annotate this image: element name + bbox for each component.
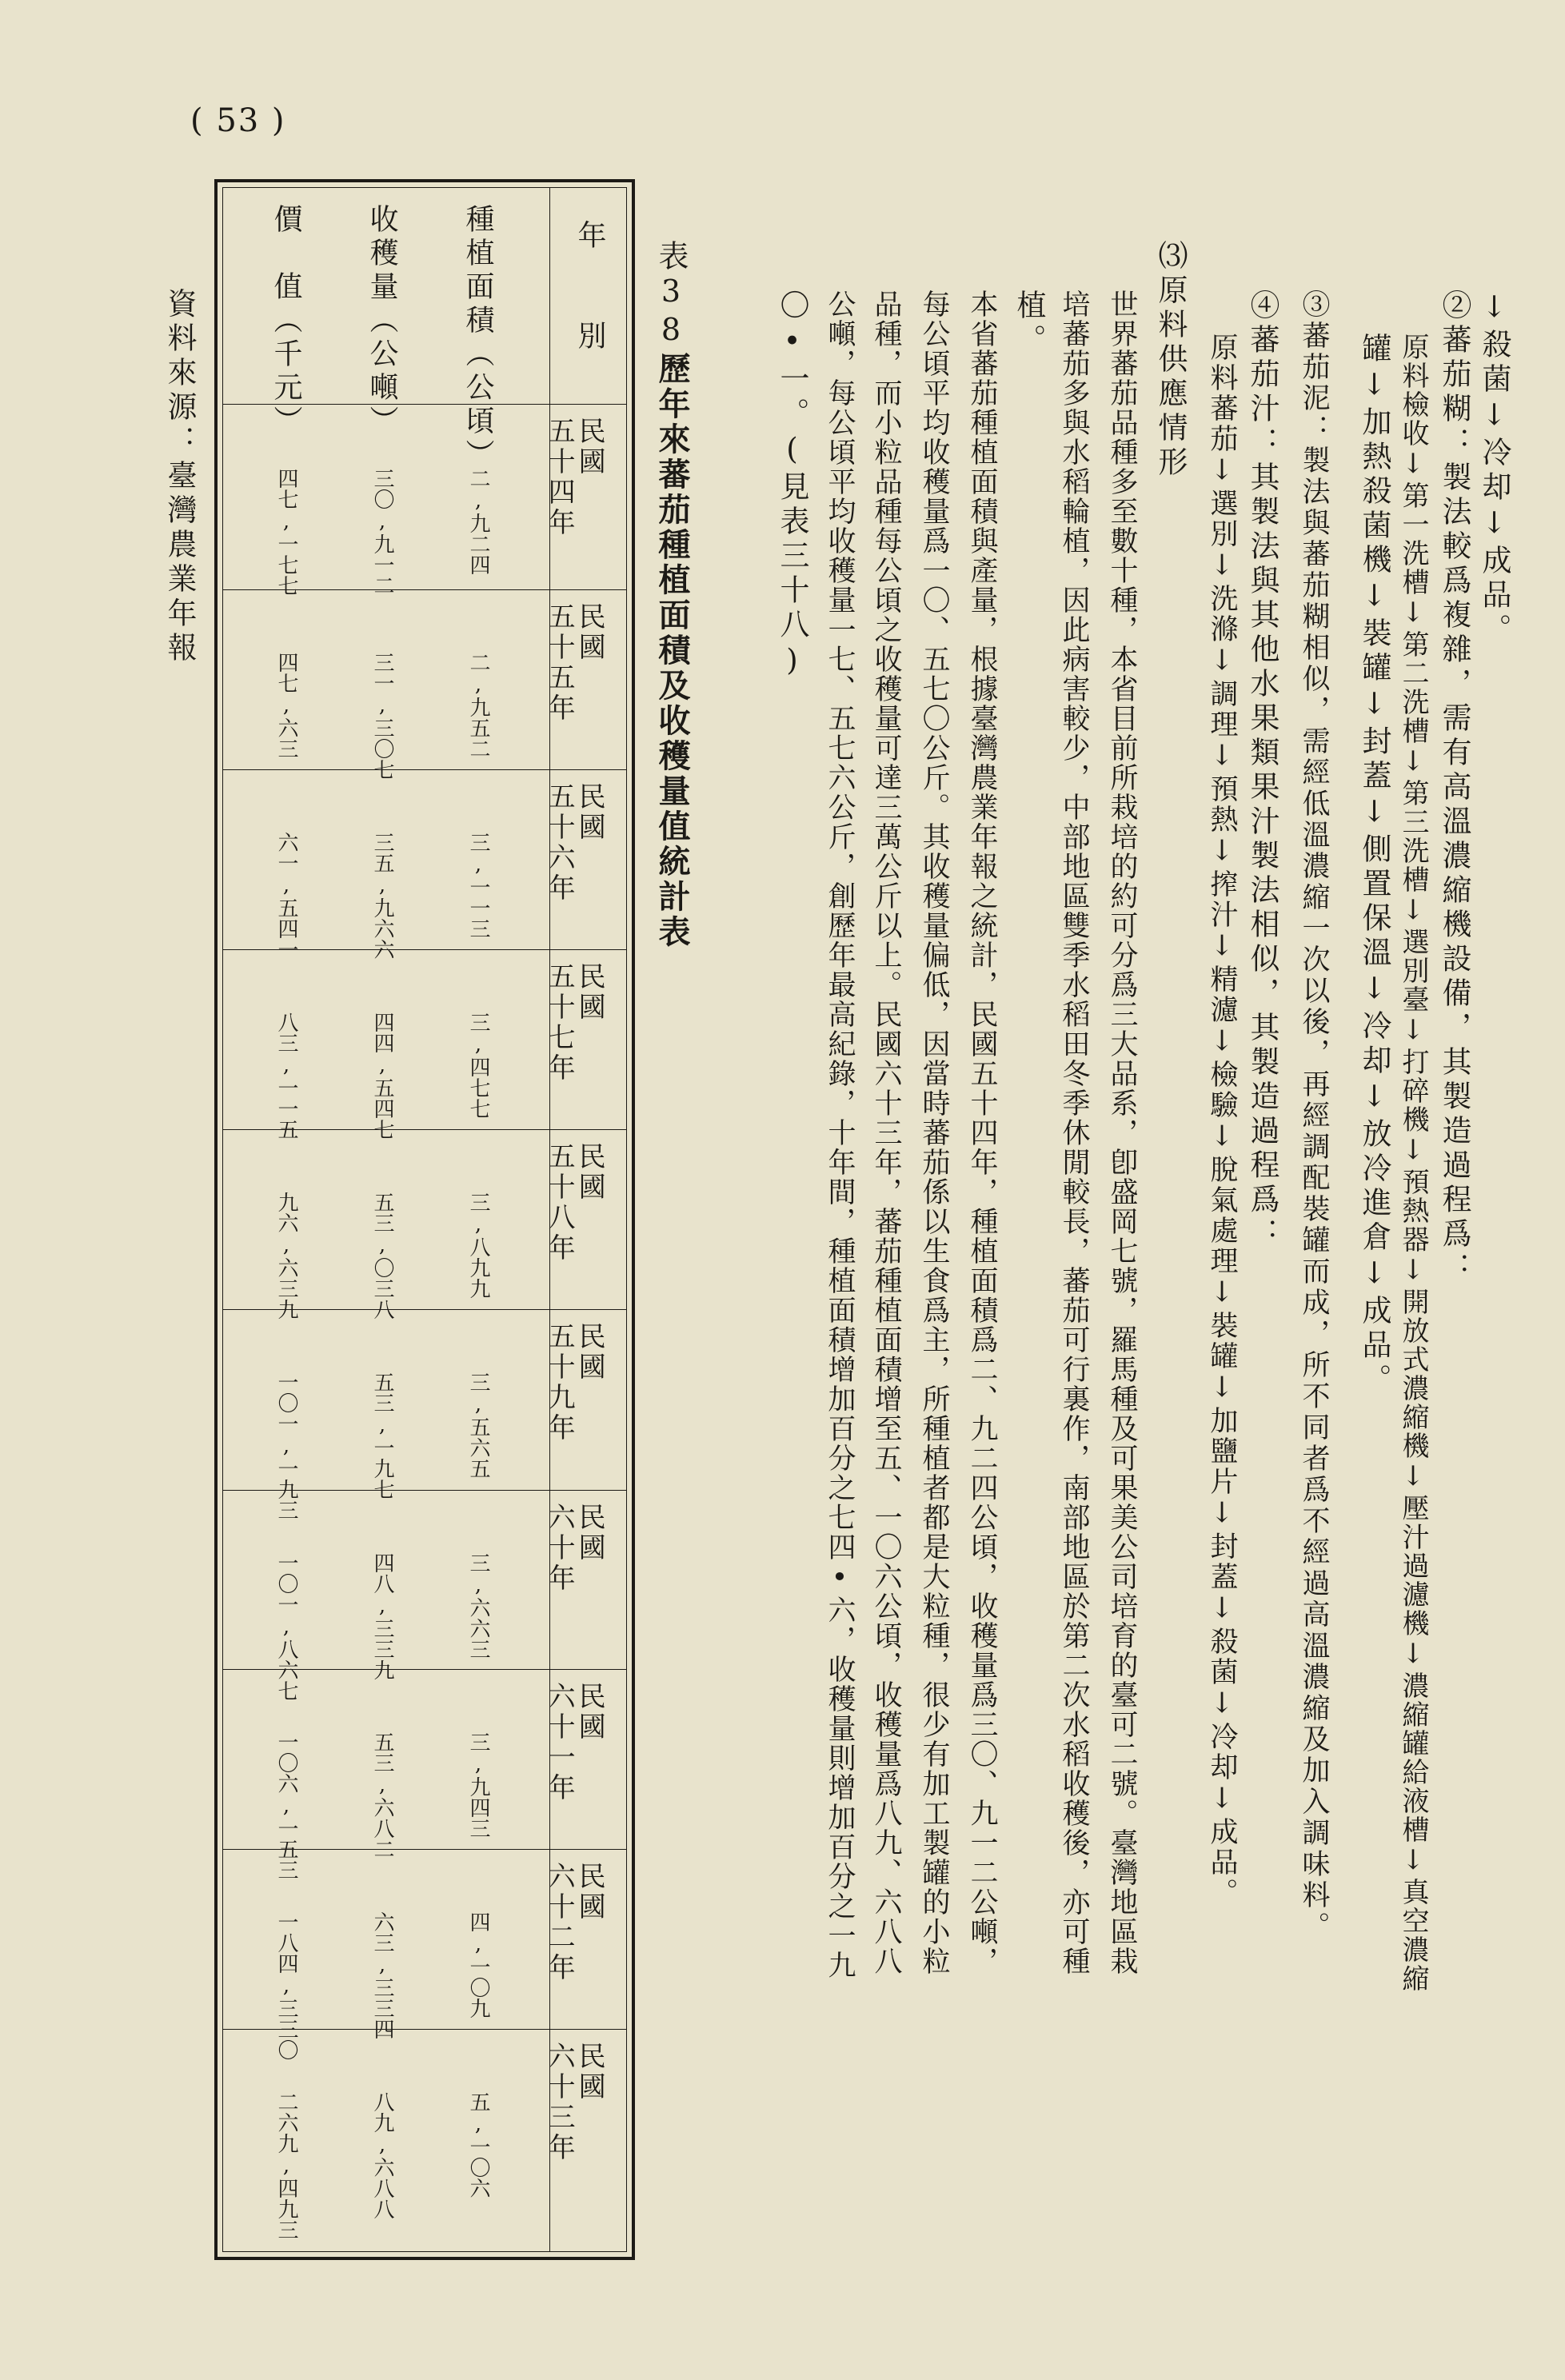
harvest-value: 五三,〇三八 [370, 1192, 394, 1320]
value-value: 八三,一一五 [274, 1012, 298, 1140]
harvest-value: 三五,九六六 [370, 832, 394, 960]
year-cell: 五十六年 [543, 782, 576, 904]
text-column: 世界蕃茄品種多至數十種，本省目前所栽培的約可分爲三大品系，卽盛岡七號，羅馬種及可果美公司培育的臺可二號。臺灣地區栽 [1106, 290, 1138, 1976]
text-column: 公噸，每公頃平均收穫量一七、五七六公斤，創歷年最高紀錄，十年間，種植面積增加百分之七四•六，收穫量則增加百分之一九 [824, 290, 856, 1980]
year-cell: 民國 [573, 1142, 606, 1203]
section-heading: ⑶原料供應情形 [1153, 240, 1188, 481]
page-number: ( 53 ) [190, 102, 286, 139]
value-value: 二六九,四九三 [274, 2091, 298, 2240]
value-value: 九六,六三九 [274, 1192, 298, 1320]
text-column: ②蕃茄糊：製法較爲複雜，需有高溫濃縮機設備，其製造過程爲： [1437, 290, 1471, 1287]
area-value: 三,九四三 [466, 1731, 490, 1839]
text-column: 原料蕃茄↓選別↓洗滌↓調理↓預熱↓搾汁↓精濾↓檢驗↓脫氣處理↓裝罐↓加鹽片↓封蓋↓殺菌↓冷却↓成品。 [1206, 333, 1238, 1908]
text-column: 培蕃茄多與水稻輪植，因此病害較少，中部地區雙季水稻田冬季休閒較長，蕃茄可行裏作，南部地區於第二次水稻收穫後，亦可種 [1058, 290, 1090, 1976]
text-column: 原料檢收↓第一洗槽↓第二洗槽↓第三洗槽↓選別臺↓打碎機↓預熱器↓開放式濃縮機↓壓汁過濾機↓濃縮罐給液槽↓真空濃縮 [1397, 333, 1429, 1993]
year-cell: 民國 [573, 417, 606, 477]
harvest-value: 六三,三三四 [370, 1911, 394, 2039]
row-divider [223, 769, 626, 770]
year-cell: 六十二年 [543, 1862, 576, 1983]
text-column: 每公頃平均收穫量爲一〇、五七〇公斤。其收穫量偏低，因當時蕃茄係以生食爲主，所種植者都是大粒種，很少有加工製罐的小粒 [918, 290, 950, 1976]
text-column: ↓殺菌↓冷却↓成品。 [1477, 290, 1511, 648]
statistics-table [214, 179, 635, 2260]
area-value: 四,一〇九 [466, 1911, 490, 2019]
value-value: 一〇一,一九三 [274, 1372, 298, 1520]
year-header: 年 別 [573, 220, 606, 354]
area-value: 二,九五二 [466, 652, 490, 759]
value-value: 一〇一,八六七 [274, 1552, 298, 1701]
year-cell: 民國 [573, 2042, 606, 2102]
text-column: ③蕃茄泥：製法與蕃茄糊相似，需經低溫濃縮一次以後，再經調配裝罐而成，所不同者爲不經過高溫濃縮及加入調味料。 [1298, 290, 1330, 1943]
harvest-value: 八九,六八八 [370, 2091, 394, 2219]
area-value: 三,五六五 [466, 1372, 490, 1479]
table-title: 歷年來蕃茄種植面積及收穫量值統計表 [653, 352, 691, 950]
text-column: ④蕃茄汁：其製法與其他水果類果汁製法相似，其製造過程爲： [1245, 290, 1280, 1252]
text-column: 植。 [1012, 290, 1046, 358]
year-cell: 民國 [573, 602, 606, 663]
area-value: 三,四七七 [466, 1012, 490, 1119]
text-column: 本省蕃茄種植面積與產量，根據臺灣農業年報之統計，民國五十四年，種植面積爲二、九二四公頃，收穫量爲三〇、九一二公噸， [966, 290, 998, 1976]
row-label-area: 種植面積（公頃） [461, 204, 494, 473]
area-value: 三,八九九 [466, 1192, 490, 1299]
table-label: 表38 [653, 240, 689, 350]
row-label-value: 價 值（千元） [269, 204, 302, 439]
value-value: 一〇六,一五三 [274, 1731, 298, 1880]
year-cell: 六十一年 [543, 1682, 576, 1803]
value-value: 四七,六三 [274, 652, 298, 759]
area-value: 三,六六三 [466, 1552, 490, 1659]
year-cell: 民國 [573, 782, 606, 843]
harvest-value: 五三,六八二 [370, 1731, 394, 1859]
area-value: 五,一〇六 [466, 2091, 490, 2198]
harvest-value: 三一,三〇七 [370, 652, 394, 780]
year-cell: 民國 [573, 1862, 606, 1923]
year-cell: 民國 [573, 1503, 606, 1563]
table-inner-border [222, 187, 627, 2252]
year-cell: 五十七年 [543, 962, 576, 1084]
year-cell: 五十八年 [543, 1142, 576, 1264]
year-cell: 六十年 [543, 1503, 576, 1594]
harvest-value: 四八,三三九 [370, 1552, 394, 1680]
year-cell: 民國 [573, 1322, 606, 1383]
value-value: 一八四,三三〇 [274, 1911, 298, 2060]
text-column: 品種，而小粒品種每公頃之收穫量可達三萬公斤以上。民國六十三年，蕃茄種植面積增至五、一〇六公頃，收穫量爲八九、六八八 [870, 290, 902, 1976]
harvest-value: 三〇,九一二 [370, 468, 394, 596]
harvest-value: 五三,一九七 [370, 1372, 394, 1499]
area-value: 二,九二四 [466, 468, 490, 575]
value-value: 四七,一七七 [274, 468, 298, 596]
area-value: 三,一一三 [466, 832, 490, 939]
text-column: 〇•一。(見表三十八) [775, 290, 809, 682]
year-cell: 民國 [573, 1682, 606, 1743]
harvest-value: 四四,五四七 [370, 1012, 394, 1140]
source-note: 資料來源：臺灣農業年報 [162, 288, 197, 666]
year-cell: 五十五年 [543, 602, 576, 724]
year-cell: 五十九年 [543, 1322, 576, 1444]
year-cell: 五十四年 [543, 417, 576, 538]
text-column: 罐↓加熱殺菌機↓裝罐↓封蓋↓側置保溫↓冷却↓放冷進倉↓成品。 [1357, 333, 1391, 1398]
row-label-harvest: 收穫量（公噸） [365, 204, 398, 439]
value-value: 六一,五四一 [274, 832, 298, 960]
year-cell: 民國 [573, 962, 606, 1023]
year-cell: 六十三年 [543, 2042, 576, 2163]
